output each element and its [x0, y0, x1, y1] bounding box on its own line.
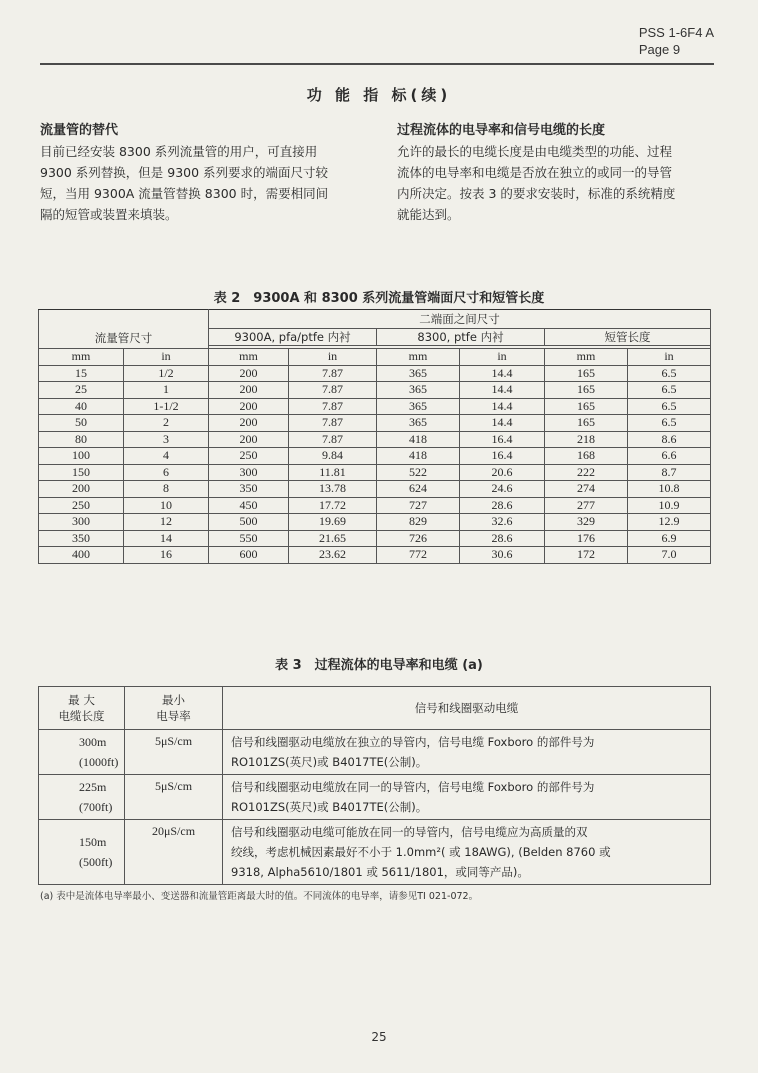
- table-row: [39, 365, 711, 382]
- table-cell: 8: [124, 481, 209, 498]
- h-face-to-face: 二端面之间尺寸: [209, 310, 711, 329]
- length-m: 225m: [79, 780, 107, 794]
- table-cell: 200: [209, 431, 289, 448]
- table-cell: 250: [39, 497, 124, 514]
- left-line: 目前已经安装 8300 系列流量管的用户，可直接用: [40, 144, 318, 159]
- table-cell: 222: [545, 464, 628, 481]
- table-cell: 172: [545, 547, 628, 564]
- table-cell: 6.9: [628, 530, 711, 547]
- table-cell: 7.87: [289, 431, 377, 448]
- table-cell: 350: [39, 530, 124, 547]
- table-row: [39, 530, 711, 547]
- table-cell: 365: [377, 415, 460, 432]
- table-row: [39, 481, 711, 498]
- cable-description: [223, 775, 711, 820]
- unit-in: in: [628, 349, 711, 366]
- left-section: [40, 120, 365, 225]
- table-cell: 165: [545, 382, 628, 399]
- table-cell: 12.9: [628, 514, 711, 531]
- section-title: 功 能 指 标(续): [306, 86, 452, 104]
- table-cell: 2: [124, 415, 209, 432]
- table-cell: 726: [377, 530, 460, 547]
- length-ft: (700ft): [79, 800, 113, 814]
- table-cell: 40: [39, 398, 124, 415]
- table-cell: 6.5: [628, 398, 711, 415]
- table-cell: 7.0: [628, 547, 711, 564]
- h-max-line1: 最 大: [68, 693, 95, 707]
- desc-line: 信号和线圈驱动电缆放在独立的导管内，信号电缆 Foxboro 的部件号为: [231, 735, 595, 749]
- table-cell: 277: [545, 497, 628, 514]
- unit-mm: mm: [39, 349, 124, 366]
- footnote: (a) 表中是流体电导率最小、变送器和流量管距离最大时的值。不同流体的电导率，请参见TI 021-072。: [40, 891, 479, 902]
- table-cell: 274: [545, 481, 628, 498]
- table-cell: 6.5: [628, 415, 711, 432]
- table-cell: 100: [39, 448, 124, 465]
- table-cell: 829: [377, 514, 460, 531]
- table-row: [39, 514, 711, 531]
- desc-line: RO101ZS(英尺)或 B4017TE(公制)。: [231, 800, 428, 814]
- table-cell: 772: [377, 547, 460, 564]
- h-max-cable-length: [39, 687, 125, 730]
- table-cell: 4: [124, 448, 209, 465]
- table-cell: 165: [545, 398, 628, 415]
- cable-description: [223, 730, 711, 775]
- doc-header: [639, 24, 714, 58]
- right-line: 内所决定。按表 3 的要求安装时，标准的系统精度: [397, 186, 676, 201]
- unit-mm: mm: [377, 349, 460, 366]
- table3-caption: 表 3 过程流体的电导率和电缆 (a): [275, 658, 483, 673]
- table-cell: 418: [377, 431, 460, 448]
- h-min-conductivity: [125, 687, 223, 730]
- min-conductivity: 5μS/cm: [125, 775, 223, 820]
- table-cell: 365: [377, 382, 460, 399]
- table-cell: 7.87: [289, 365, 377, 382]
- table-row: [39, 398, 711, 415]
- table-cell: 23.62: [289, 547, 377, 564]
- table-cell: 80: [39, 431, 124, 448]
- table-cell: 250: [209, 448, 289, 465]
- table-cell: 6.5: [628, 365, 711, 382]
- desc-line: 9318, Alpha5610/1801 或 5611/1801，或同等产品)。: [231, 865, 529, 879]
- table-cell: 350: [209, 481, 289, 498]
- right-line: 就能达到。: [397, 207, 460, 222]
- table-cell: 3: [124, 431, 209, 448]
- table-cell: 21.65: [289, 530, 377, 547]
- cable-length: [39, 730, 125, 775]
- table-cell: 8.6: [628, 431, 711, 448]
- table-cell: 24.6: [460, 481, 545, 498]
- table-cell: 450: [209, 497, 289, 514]
- table2: [38, 309, 711, 564]
- table-cell: 16.4: [460, 431, 545, 448]
- table-cell: 600: [209, 547, 289, 564]
- left-line: 9300 系列替换，但是 9300 系列要求的端面尺寸较: [40, 165, 329, 180]
- table-cell: 7.87: [289, 398, 377, 415]
- table-cell: 200: [39, 481, 124, 498]
- table-cell: 165: [545, 365, 628, 382]
- table-cell: 16.4: [460, 448, 545, 465]
- table-cell: 1: [124, 382, 209, 399]
- table-cell: 1-1/2: [124, 398, 209, 415]
- h-9300a: 9300A, pfa/ptfe 内衬: [209, 329, 377, 346]
- table-row: [39, 464, 711, 481]
- table-cell: 418: [377, 448, 460, 465]
- table-cell: 20.6: [460, 464, 545, 481]
- table-row: [39, 730, 711, 775]
- right-line: 流体的电导率和电缆是否放在独立的或同一的导管: [397, 165, 673, 180]
- min-conductivity: 5μS/cm: [125, 730, 223, 775]
- unit-mm: mm: [209, 349, 289, 366]
- table-cell: 550: [209, 530, 289, 547]
- header-rule: [40, 63, 714, 65]
- table-cell: 365: [377, 365, 460, 382]
- table-cell: 200: [209, 365, 289, 382]
- table-cell: 11.81: [289, 464, 377, 481]
- table-cell: 14: [124, 530, 209, 547]
- table-cell: 400: [39, 547, 124, 564]
- desc-line: 绞线，考虑机械因素最好不小于 1.0mm²( 或 18AWG), (Belden 8760 或: [231, 845, 611, 859]
- table-cell: 727: [377, 497, 460, 514]
- length-ft: (500ft): [79, 855, 113, 869]
- table-cell: 19.69: [289, 514, 377, 531]
- table-cell: 500: [209, 514, 289, 531]
- table-cell: 14.4: [460, 365, 545, 382]
- table-cell: 165: [545, 415, 628, 432]
- table-cell: 150: [39, 464, 124, 481]
- table-cell: 10.8: [628, 481, 711, 498]
- table-cell: 16: [124, 547, 209, 564]
- table-row: [39, 382, 711, 399]
- unit-in: in: [460, 349, 545, 366]
- desc-line: 信号和线圈驱动电缆放在同一的导管内，信号电缆 Foxboro 的部件号为: [231, 780, 595, 794]
- table-row: [39, 775, 711, 820]
- table-cell: 25: [39, 382, 124, 399]
- table-cell: 176: [545, 530, 628, 547]
- table-cell: 200: [209, 415, 289, 432]
- unit-in: in: [124, 349, 209, 366]
- table-cell: 15: [39, 365, 124, 382]
- right-section: [397, 120, 719, 225]
- page-label: Page 9: [638, 42, 681, 57]
- h-min-line1: 最小: [162, 693, 185, 707]
- table-cell: 28.6: [460, 530, 545, 547]
- table-cell: 6.6: [628, 448, 711, 465]
- min-conductivity: 20μS/cm: [125, 820, 223, 885]
- table-cell: 14.4: [460, 382, 545, 399]
- cable-description: [223, 820, 711, 885]
- doc-id: PSS 1-6F4 A: [638, 25, 714, 40]
- table3: [38, 686, 711, 885]
- table-cell: 1/2: [124, 365, 209, 382]
- table-cell: 7.87: [289, 415, 377, 432]
- table-cell: 522: [377, 464, 460, 481]
- table-cell: 14.4: [460, 398, 545, 415]
- table-cell: 30.6: [460, 547, 545, 564]
- table-row: [39, 820, 711, 885]
- cable-length: [39, 775, 125, 820]
- table-row: [39, 497, 711, 514]
- table-cell: 6.5: [628, 382, 711, 399]
- table-cell: 9.84: [289, 448, 377, 465]
- table-cell: 624: [377, 481, 460, 498]
- table-cell: 8.7: [628, 464, 711, 481]
- unit-mm: mm: [545, 349, 628, 366]
- left-line: 隔的短管或装置来填装。: [40, 207, 178, 222]
- table-cell: 50: [39, 415, 124, 432]
- h-max-line2: 电缆长度: [58, 709, 105, 723]
- table-cell: 300: [209, 464, 289, 481]
- table-cell: 218: [545, 431, 628, 448]
- page-number: 25: [371, 1030, 387, 1044]
- table-cell: 365: [377, 398, 460, 415]
- table-row: [39, 415, 711, 432]
- table-cell: 32.6: [460, 514, 545, 531]
- unit-in: in: [289, 349, 377, 366]
- table-cell: 14.4: [460, 415, 545, 432]
- table-cell: 13.78: [289, 481, 377, 498]
- desc-line: RO101ZS(英尺)或 B4017TE(公制)。: [231, 755, 428, 769]
- table-row: [39, 431, 711, 448]
- h-signal-cable: 信号和线圈驱动电缆: [223, 687, 711, 730]
- table-cell: 10.9: [628, 497, 711, 514]
- h-8300: 8300, ptfe 内衬: [377, 329, 545, 346]
- table-cell: 28.6: [460, 497, 545, 514]
- table-cell: 12: [124, 514, 209, 531]
- left-line: 短，当用 9300A 流量管替换 8300 时，需要相同间: [40, 186, 329, 201]
- h-min-line2: 电导率: [156, 709, 191, 723]
- h-short-pipe: 短管长度: [545, 329, 711, 346]
- cable-length: [39, 820, 125, 885]
- table-row: [39, 547, 711, 564]
- right-line: 允许的最长的电缆长度是由电缆类型的功能、过程: [397, 144, 673, 159]
- table-cell: 200: [209, 382, 289, 399]
- table-cell: 200: [209, 398, 289, 415]
- length-m: 300m: [79, 735, 107, 749]
- table-cell: 7.87: [289, 382, 377, 399]
- table-cell: 10: [124, 497, 209, 514]
- length-ft: (1000ft): [79, 755, 119, 769]
- table-cell: 17.72: [289, 497, 377, 514]
- h-flowtube-size: 流量管尺寸: [39, 310, 209, 349]
- desc-line: 信号和线圈驱动电缆可能放在同一的导管内，信号电缆应为高质量的双: [231, 825, 588, 839]
- right-heading: 过程流体的电导率和信号电缆的长度: [397, 123, 606, 138]
- table-cell: 300: [39, 514, 124, 531]
- table-cell: 329: [545, 514, 628, 531]
- table-row: [39, 448, 711, 465]
- left-heading: 流量管的替代: [40, 123, 119, 138]
- table-cell: 6: [124, 464, 209, 481]
- length-m: 150m: [79, 835, 107, 849]
- table-cell: 168: [545, 448, 628, 465]
- table2-caption: 表 2 9300A 和 8300 系列流量管端面尺寸和短管长度: [213, 291, 545, 306]
